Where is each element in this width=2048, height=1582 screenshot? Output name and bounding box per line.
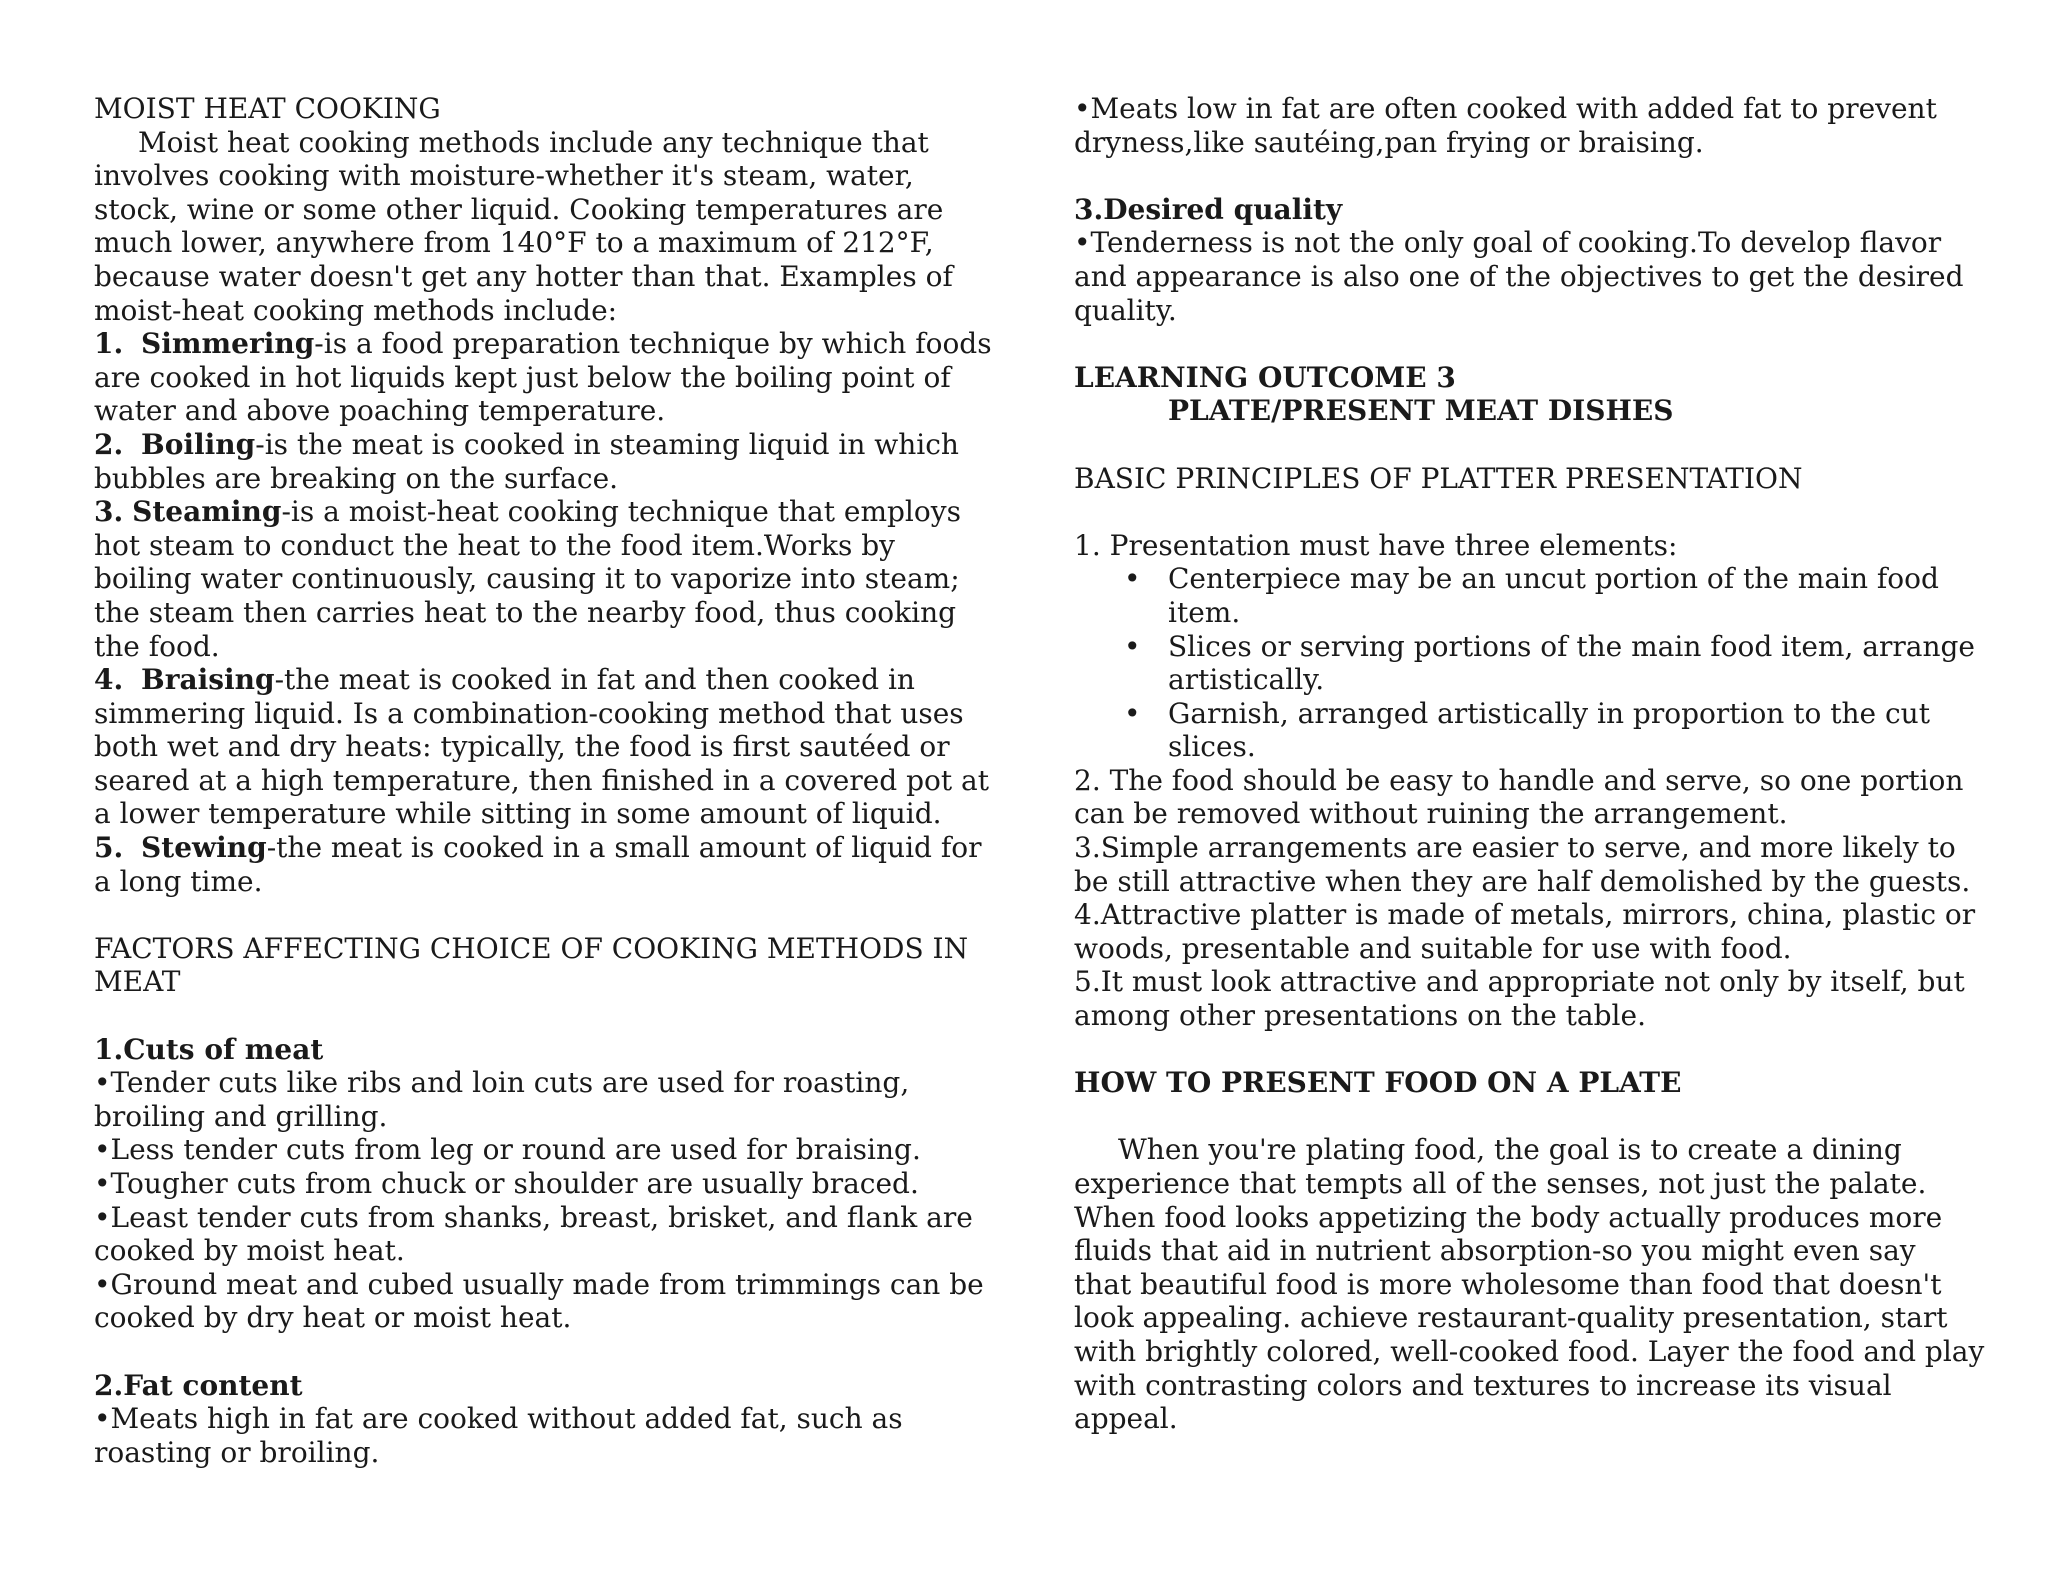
- principle-line: among other presentations on the table.: [1074, 999, 1646, 1033]
- moist-intro-line: much lower, anywhere from 140°F to a maximum of 212°F,: [94, 226, 934, 260]
- element-bullet: [1074, 562, 1974, 596]
- cuts-line: •Less tender cuts from leg or round are used for braising.: [94, 1133, 921, 1167]
- spacer: [94, 898, 994, 932]
- spacer: [94, 1335, 994, 1369]
- cuts-line: •Least tender cuts from shanks, breast, brisket, and flank are: [94, 1200, 973, 1234]
- principle-line: 2. The food should be easy to handle and serve, so one portion: [1074, 763, 1964, 797]
- method-text-line: the food.: [94, 629, 220, 663]
- element-text-cont: slices.: [1168, 730, 1256, 764]
- principle-line: 3.Simple arrangements are easier to serve, and more likely to: [1074, 831, 1956, 865]
- method-steaming: [94, 495, 994, 529]
- moist-intro-line: stock, wine or some other liquid. Cooking temperatures are: [94, 192, 944, 226]
- method-stewing: [94, 831, 994, 865]
- method-text: -is a food preparation technique by which foods: [314, 327, 992, 361]
- cuts-line: •Tender cuts like ribs and loin cuts are used for roasting,: [94, 1066, 910, 1100]
- element-text: Garnish, arranged artistically in proportion to the cut: [1168, 696, 1930, 730]
- method-text-line: both wet and dry heats: typically, the food is first sautéed or: [94, 730, 950, 764]
- cuts-heading: 1.Cuts of meat: [94, 1032, 324, 1066]
- cuts-line: broiling and grilling.: [94, 1099, 388, 1133]
- element-text-cont: artistically.: [1168, 663, 1325, 697]
- learning-outcome-subheading: PLATE/PRESENT MEAT DISHES: [1168, 394, 1674, 428]
- fat-heading: 2.Fat content: [94, 1368, 303, 1402]
- cuts-line: cooked by dry heat or moist heat.: [94, 1301, 572, 1335]
- spacer: [1074, 428, 1974, 462]
- principle-item: 1. Presentation must have three elements:: [1074, 528, 1678, 562]
- fat-line: dryness,like sautéing,pan frying or braising.: [1074, 125, 1704, 159]
- moist-intro-line: Moist heat cooking methods include any technique that: [138, 125, 929, 159]
- moist-intro-line: because water doesn't get any hotter than that. Examples of: [94, 259, 953, 293]
- method-text-line: hot steam to conduct the heat to the food item.Works by: [94, 528, 895, 562]
- element-text: Centerpiece may be an uncut portion of the main food: [1168, 562, 1939, 596]
- cuts-line: •Ground meat and cubed usually made from trimmings can be: [94, 1267, 984, 1301]
- method-term: Simmering: [141, 327, 315, 361]
- bullet-marker: •: [1124, 562, 1141, 596]
- method-simmering: [94, 327, 994, 361]
- method-number: 3.: [94, 495, 124, 529]
- moist-intro-line: involves cooking with moisture-whether it's steam, water,: [94, 159, 914, 193]
- principle-line: be still attractive when they are half demolished by the guests.: [1074, 864, 1971, 898]
- spacer: [1074, 1033, 1974, 1067]
- principle-line: can be removed without ruining the arrangement.: [1074, 797, 1788, 831]
- quality-line: and appearance is also one of the objectives to get the desired: [1074, 259, 1964, 293]
- method-text-line: the steam then carries heat to the nearby food, thus cooking: [94, 595, 957, 629]
- method-text: -is the meat is cooked in steaming liquid in which: [255, 427, 959, 461]
- spacer: [94, 999, 994, 1033]
- moist-intro-line: moist-heat cooking methods include:: [94, 293, 618, 327]
- cuts-line: •Tougher cuts from chuck or shoulder are usually braced.: [94, 1167, 919, 1200]
- method-text-line: seared at a high temperature, then finished in a covered pot at: [94, 763, 990, 797]
- right-column: [1074, 92, 1985, 1436]
- howto-line: appeal.: [1074, 1402, 1178, 1436]
- howto-line: with contrasting colors and textures to increase its visual: [1074, 1368, 1892, 1402]
- method-text-line: simmering liquid. Is a combination-cooking method that uses: [94, 696, 964, 730]
- principles-title: BASIC PRINCIPLES OF PLATTER PRESENTATION: [1074, 461, 1803, 495]
- factors-title: MEAT: [94, 965, 181, 999]
- spacer: [1074, 495, 1974, 529]
- left-column: [94, 92, 994, 1469]
- howto-line: When you're plating food, the goal is to create a dining: [1118, 1133, 1902, 1167]
- element-text-cont: item.: [1168, 595, 1241, 629]
- method-term: Stewing: [141, 831, 267, 865]
- method-term: Boiling: [141, 427, 256, 461]
- method-term: Steaming: [132, 495, 282, 529]
- howto-line: When food looks appetizing the body actually produces more: [1074, 1200, 1943, 1234]
- method-text-line: a long time.: [94, 864, 263, 898]
- howto-line: that beautiful food is more wholesome than food that doesn't: [1074, 1267, 1942, 1301]
- factors-title: FACTORS AFFECTING CHOICE OF COOKING METHODS IN: [94, 931, 969, 965]
- method-text: -the meat is cooked in a small amount of liquid for: [266, 831, 982, 865]
- method-text-line: boiling water continuously, causing it to vaporize into steam;: [94, 562, 960, 596]
- fat-line: •Meats high in fat are cooked without added fat, such as: [94, 1402, 903, 1436]
- fat-line: •Meats low in fat are often cooked with added fat to prevent: [1074, 92, 1937, 125]
- spacer: [1074, 327, 1974, 361]
- method-number: 5.: [94, 831, 124, 865]
- howto-line: with brightly colored, well-cooked food. Layer the food and play: [1074, 1334, 1985, 1368]
- method-text-line: bubbles are breaking on the surface.: [94, 461, 619, 495]
- method-text: -the meat is cooked in fat and then cooked in: [274, 663, 915, 697]
- element-bullet: [1074, 630, 1974, 664]
- principle-line: woods, presentable and suitable for use with food.: [1074, 931, 1792, 965]
- howto-line: look appealing. achieve restaurant-quality presentation, start: [1074, 1301, 1948, 1335]
- bullet-marker: •: [1124, 629, 1141, 663]
- moist-heat-title: MOIST HEAT COOKING: [94, 92, 441, 125]
- howto-line: experience that tempts all of the senses, not just the palate.: [1074, 1167, 1927, 1200]
- fat-line: roasting or broiling.: [94, 1435, 380, 1469]
- cuts-line: cooked by moist heat.: [94, 1234, 405, 1268]
- quality-heading: 3.Desired quality: [1074, 192, 1343, 226]
- bullet-marker: •: [1124, 696, 1141, 730]
- method-text-line: water and above poaching temperature.: [94, 394, 666, 428]
- method-boiling: [94, 428, 994, 462]
- spacer: [1074, 159, 1974, 193]
- method-text-line: a lower temperature while sitting in some amount of liquid.: [94, 797, 942, 831]
- principle-line: 4.Attractive platter is made of metals, mirrors, china, plastic or: [1074, 898, 1976, 932]
- quality-line: quality.: [1074, 293, 1177, 327]
- howto-heading: HOW TO PRESENT FOOD ON A PLATE: [1074, 1066, 1682, 1100]
- method-text: -is a moist-heat cooking technique that employs: [281, 495, 961, 529]
- quality-line: •Tenderness is not the only goal of cooking.To develop flavor: [1074, 226, 1942, 260]
- learning-outcome-heading: LEARNING OUTCOME 3: [1074, 360, 1456, 394]
- method-number: 4.: [94, 663, 124, 697]
- method-braising: [94, 663, 994, 697]
- principle-line: 5.It must look attractive and appropriate not only by itself, but: [1074, 965, 1965, 999]
- spacer: [1074, 1100, 1974, 1134]
- method-text-line: are cooked in hot liquids kept just below the boiling point of: [94, 360, 951, 394]
- method-number: 2.: [94, 427, 124, 461]
- element-bullet: [1074, 697, 1974, 731]
- howto-line: fluids that aid in nutrient absorption-so you might even say: [1074, 1234, 1916, 1268]
- element-text: Slices or serving portions of the main food item, arrange: [1168, 629, 1975, 663]
- method-term: Braising: [141, 663, 275, 697]
- method-number: 1.: [94, 327, 124, 361]
